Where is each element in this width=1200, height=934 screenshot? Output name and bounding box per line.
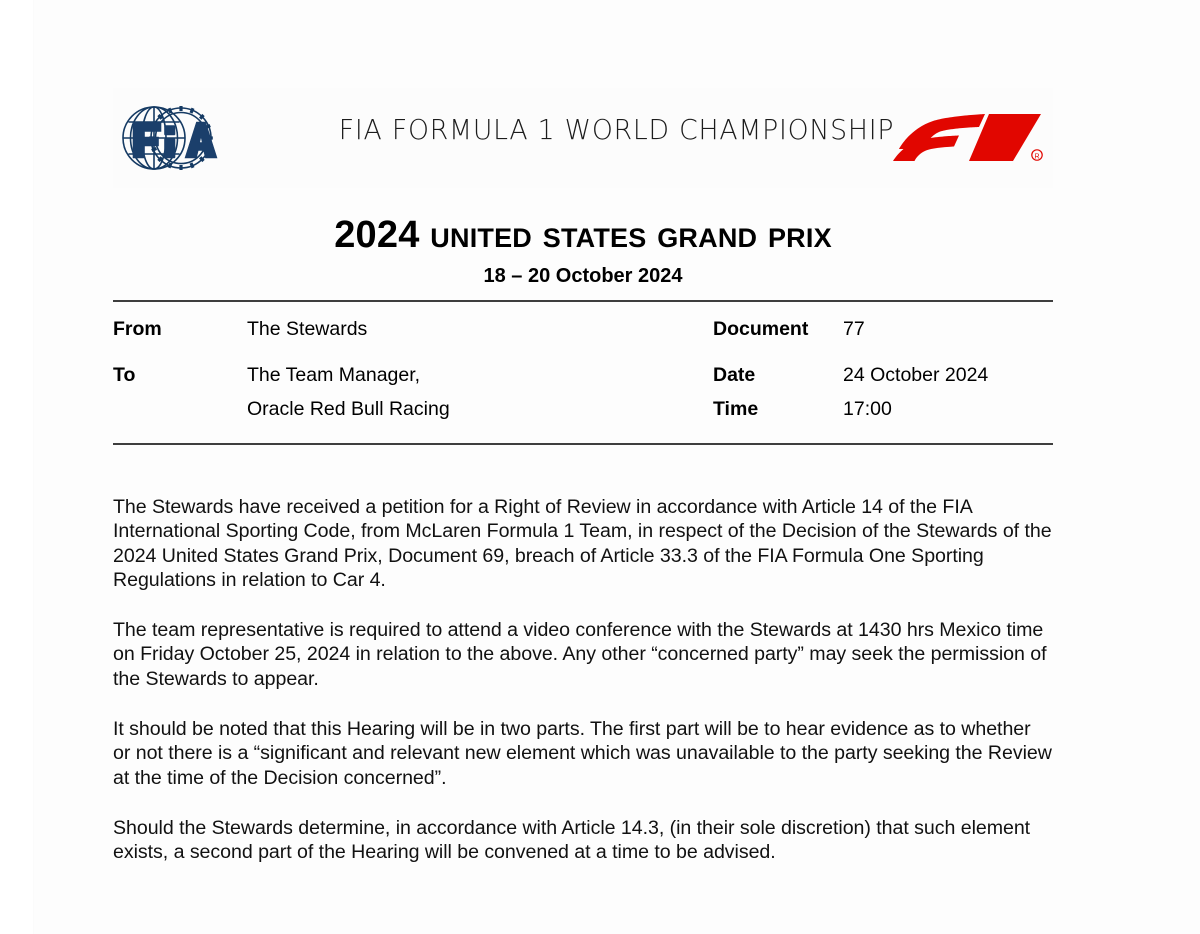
f1-logo-icon — [893, 109, 1045, 167]
body-paragraph: The team representative is required to attend a video conference with the Stewards at 1430 hrs Mexico time on Friday October 25, 2024 in relation to the above. Any other “concerned party” may seek the permission of the Stewards to appear. — [113, 619, 1047, 690]
event-dates: 18 – 20 October 2024 — [483, 265, 683, 287]
meta-value-document: 77 — [843, 318, 865, 340]
svg-text:R: R — [1034, 153, 1040, 161]
championship-wordmark: FIA FORMULA 1 WORLD CHAMPIONSHIP — [338, 114, 895, 146]
document-meta — [113, 316, 1053, 436]
meta-column-right — [713, 316, 1053, 430]
meta-value-date: 24 October 2024 — [843, 364, 989, 386]
meta-rule-top — [113, 300, 1053, 302]
page-title: 2024 united states grand prix — [334, 214, 832, 256]
header-row — [113, 88, 1053, 188]
meta-row-document — [713, 316, 1053, 362]
fia-logo-icon — [113, 92, 221, 184]
meta-row-to-team — [113, 396, 673, 430]
document-header — [113, 88, 1053, 188]
meta-row-time — [713, 396, 1053, 430]
meta-value-from: The Stewards — [247, 318, 368, 340]
meta-value-time: 17:00 — [843, 398, 892, 420]
meta-label-from: From — [113, 318, 162, 340]
meta-value-to-team: Oracle Red Bull Racing — [247, 398, 450, 420]
body-paragraph: The Stewards have received a petition for a Right of Review in accordance with Article 14 of the FIA International Sporting Code, from McLaren Formula 1 Team, in respect of the Decision of the Stewards of the 2024 United States Grand Prix, Document 69, breach of Article 33.3 of the FIA Formula One Sporting Regulations in relation to Car 4. — [113, 496, 1052, 591]
meta-label-date: Date — [713, 364, 756, 386]
meta-row-to — [113, 362, 673, 396]
meta-column-left — [113, 316, 673, 430]
document-body — [113, 495, 1053, 865]
meta-row-from — [113, 316, 673, 362]
body-paragraph: It should be noted that this Hearing will be in two parts. The first part will be to hear evidence as to whether or not there is a “significant and relevant new element which was unavailable to the party seeking the Review at the time of the Decision concerned”. — [113, 718, 1052, 789]
meta-value-to: The Team Manager, — [247, 364, 421, 386]
body-paragraph: Should the Stewards determine, in accordance with Article 14.3, (in their sole discretion) that such element exists, a second part of the Hearing will be convened at a time to be advised. — [113, 816, 1031, 864]
meta-row-date — [713, 362, 1053, 396]
meta-label-to: To — [113, 364, 136, 386]
meta-rule-bottom — [113, 443, 1053, 445]
meta-label-time: Time — [713, 398, 759, 420]
meta-label-document: Document — [713, 318, 809, 340]
title-block — [113, 212, 1053, 288]
